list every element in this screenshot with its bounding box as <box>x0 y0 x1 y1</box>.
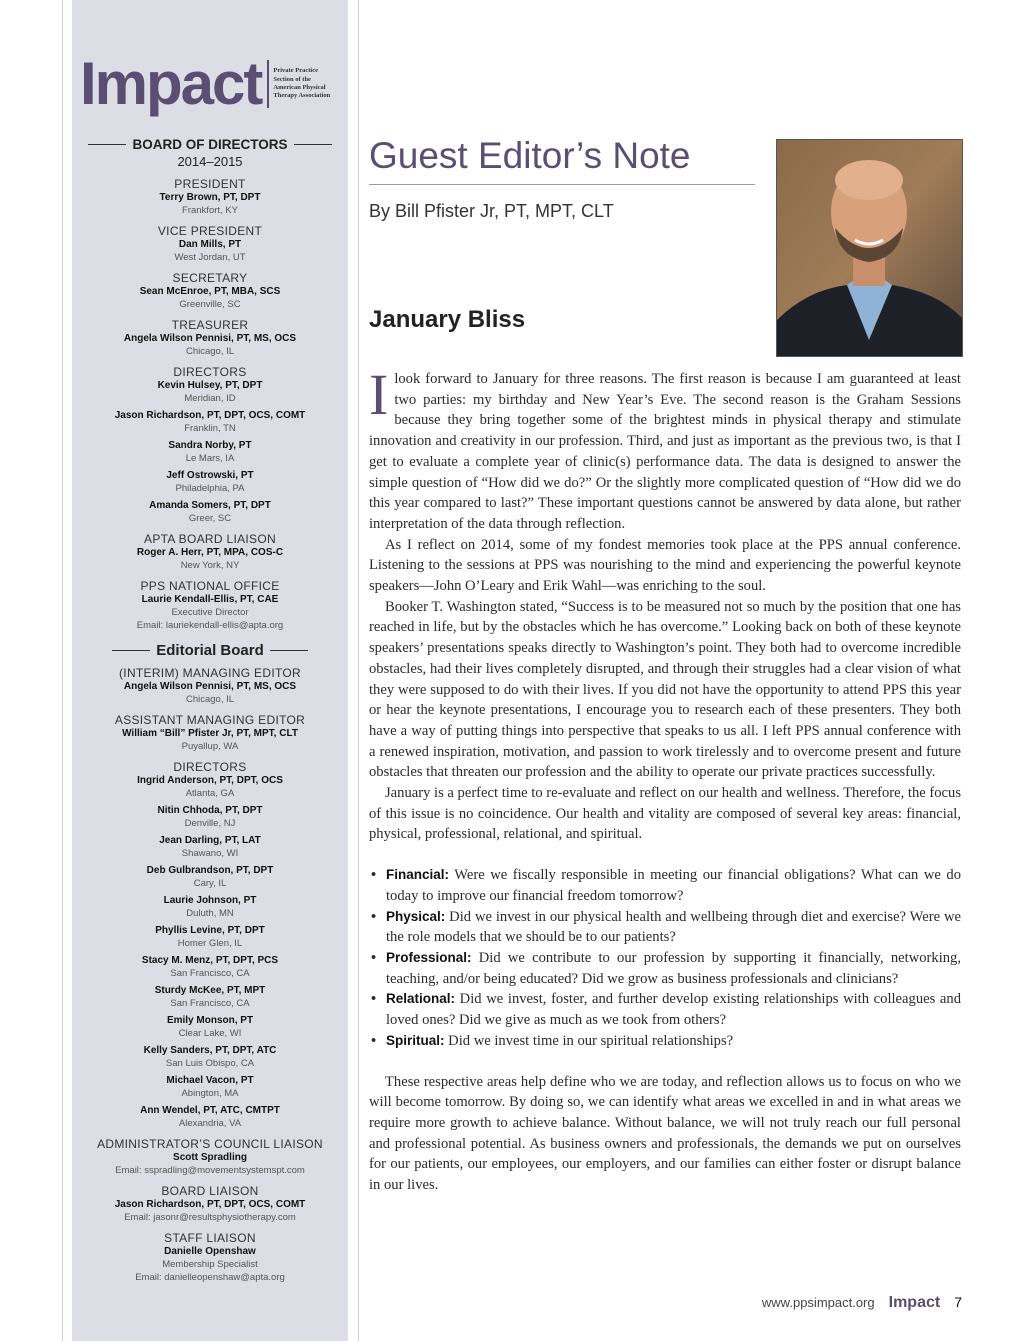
paragraph-text: look forward to January for three reasons. The first reason is because I am guaranteed at least two parties: my birthday and New Year’s Eve. The second reason is the Graham Sessions because they bring together some of the brightest minds in physical therapy and stimulate innovation and creativity in our profession. Third, and just as important as the previous two, is that I get to evaluate a complete year of clinic(s) performance data. The data is designed to answer the simple question of “How did we do?” Or the slightly more complicated question of “How did we do this year compared to last?” These important questions cannot be answered by data alone, but rather interpretation of the data through reflection. <box>369 371 961 532</box>
masthead-group <box>72 579 348 632</box>
person-name: Danielle Openshaw <box>164 1246 256 1257</box>
board-heading-text: BOARD OF DIRECTORS <box>132 137 288 152</box>
person-name: Laurie Kendall-Ellis, PT, CAE <box>141 594 279 605</box>
list-item-text: Did we invest time in our spiritual relationships? <box>444 1032 734 1049</box>
person-name: Angela Wilson Pennisi, PT, MS, OCS <box>123 333 297 344</box>
masthead-person <box>72 409 348 435</box>
page-footer <box>700 1294 962 1312</box>
logo-tagline-line: Private Practice <box>273 67 318 75</box>
masthead-group <box>72 713 348 753</box>
person-name: Dan Mills, PT <box>178 239 242 250</box>
page-number: 7 <box>954 1294 962 1310</box>
masthead-person <box>72 924 348 950</box>
list-item <box>369 907 961 948</box>
column-divider <box>358 0 359 1341</box>
role-title: VICE PRESIDENT <box>157 224 263 238</box>
person-name: Kelly Sanders, PT, DPT, ATC <box>143 1045 277 1056</box>
person-name: Scott Spradling <box>173 1152 247 1163</box>
masthead-person <box>72 332 348 358</box>
person-name: Stacy M. Menz, PT, DPT, PCS <box>141 955 279 966</box>
impact-logo <box>80 52 343 116</box>
editorial-heading <box>72 642 348 659</box>
person-detail: Meridian, ID <box>184 393 236 404</box>
person-detail: Philadelphia, PA <box>175 483 245 494</box>
masthead-group <box>72 666 348 706</box>
logo-tagline-line: Section of the <box>273 75 311 83</box>
role-title: PPS NATIONAL OFFICE <box>140 579 280 593</box>
person-name: Deb Gulbrandson, PT, DPT <box>146 865 274 876</box>
role-title: BOARD LIAISON <box>161 1184 259 1198</box>
article-paragraph: As I reflect on 2014, some of my fondest memories took place at the PPS annual conference. Listening to the sessions at PPS was nourishing to the mind and experiencing the powerful keynote speakers—John O’Leary and Erik Wahl—was enriching to the soul. <box>369 536 961 595</box>
masthead-person <box>72 864 348 890</box>
role-title: DIRECTORS <box>173 760 247 774</box>
masthead-person <box>72 804 348 830</box>
article-title: Guest Editor’s Note <box>369 135 691 176</box>
person-detail: Executive Director <box>171 607 249 618</box>
person-detail: Greenville, SC <box>179 299 241 310</box>
person-detail: San Francisco, CA <box>170 998 250 1009</box>
person-name: Emily Monson, PT <box>166 1015 254 1026</box>
person-detail: Greer, SC <box>188 513 232 524</box>
person-detail: Le Mars, IA <box>185 453 235 464</box>
masthead-person <box>72 727 348 753</box>
person-detail: Chicago, IL <box>185 346 235 357</box>
person-detail: Franklin, TN <box>184 423 236 434</box>
role-title: ASSISTANT MANAGING EDITOR <box>114 713 306 727</box>
masthead-person <box>72 1074 348 1100</box>
article-body <box>369 362 961 1196</box>
role-title: (INTERIM) MANAGING EDITOR <box>119 666 301 680</box>
masthead-person <box>72 1104 348 1130</box>
masthead-person <box>72 238 348 264</box>
masthead-person <box>72 894 348 920</box>
masthead-person <box>72 593 348 632</box>
masthead-person <box>72 954 348 980</box>
role-title: ADMINISTRATOR’S COUNCIL LIAISON <box>97 1137 323 1151</box>
board-groups <box>72 177 348 632</box>
masthead-person <box>72 1044 348 1070</box>
logo-divider <box>267 60 269 108</box>
masthead-group <box>72 1231 348 1284</box>
masthead-group <box>72 1184 348 1224</box>
person-detail: Email: sspradling@movementsystemspt.com <box>115 1165 305 1176</box>
masthead-person <box>72 774 348 800</box>
masthead-group <box>72 760 348 1130</box>
masthead-person <box>72 285 348 311</box>
person-detail: Puyallup, WA <box>181 741 239 752</box>
person-name: Nitin Chhoda, PT, DPT <box>157 805 263 816</box>
list-item-text: Did we contribute to our profession by supporting it financially, networking, teaching, and/or being educated? Did we grow as business professionals and clinicians? <box>386 949 961 987</box>
person-detail: Denville, NJ <box>184 818 236 829</box>
person-name: Laurie Johnson, PT <box>163 895 257 906</box>
person-name: Michael Vacon, PT <box>166 1075 254 1086</box>
left-margin-rule <box>62 0 63 1341</box>
role-title: DIRECTORS <box>173 365 247 379</box>
person-detail: Abington, MA <box>181 1088 239 1099</box>
list-item-label: Spiritual: <box>386 1032 445 1048</box>
person-name: Sandra Norby, PT <box>168 440 252 451</box>
masthead-group <box>72 532 348 572</box>
role-title: TREASURER <box>171 318 249 332</box>
masthead-person <box>72 984 348 1010</box>
list-item-label: Professional: <box>386 949 472 965</box>
person-name: Sean McEnroe, PT, MBA, SCS <box>139 286 281 297</box>
role-title: PRESIDENT <box>174 177 246 191</box>
article-subhead: January Bliss <box>369 306 526 333</box>
board-heading <box>72 136 348 153</box>
role-title: SECRETARY <box>172 271 248 285</box>
person-email[interactable]: Email: lauriekendall-ellis@apta.org <box>136 620 284 631</box>
list-item <box>369 1031 961 1052</box>
masthead-person <box>72 546 348 572</box>
person-name: Jason Richardson, PT, DPT, OCS, COMT <box>114 410 306 421</box>
person-name: William “Bill” Pfister Jr, PT, MPT, CLT <box>122 728 298 739</box>
editorial-heading-text: Editorial Board <box>156 642 264 659</box>
person-detail: New York, NY <box>180 560 240 571</box>
drop-cap: I <box>369 362 389 427</box>
person-name: Ann Wendel, PT, ATC, CMTPT <box>140 1105 280 1116</box>
person-name: Jeff Ostrowski, PT <box>166 470 254 481</box>
logo-wordmark: Impact <box>80 50 262 117</box>
masthead-person <box>72 1245 348 1284</box>
logo-tagline-line: Therapy Association <box>273 92 331 100</box>
footer-brand: Impact <box>888 1294 941 1311</box>
author-photo <box>776 139 963 357</box>
person-name: Ingrid Anderson, PT, DPT, OCS <box>137 775 283 786</box>
masthead-group <box>72 365 348 525</box>
article-paragraph: These respective areas help define who we are today, and reflection allows us to focus on who we will become tomorrow. By doing so, we can identify what areas we excelled in and in what areas we require more growth to achieve balance. Without balance, we will not truly reach our full personal and professional potential. As business owners and professionals, the demands we put on ourselves for our patients, our employees, our employers, and our families can either foster or disrupt balance in our lives. <box>369 1073 961 1194</box>
title-rule <box>369 184 755 185</box>
person-detail: Shawano, WI <box>181 848 239 859</box>
masthead-group <box>72 271 348 311</box>
person-name: Angela Wilson Pennisi, PT, MS, OCS <box>123 681 297 692</box>
role-title: STAFF LIAISON <box>164 1231 256 1245</box>
footer-url[interactable]: www.ppsimpact.org <box>761 1295 875 1310</box>
person-name: Jason Richardson, PT, DPT, OCS, COMT <box>114 1199 306 1210</box>
masthead-group <box>72 224 348 264</box>
person-name: Phyllis Levine, PT, DPT <box>155 925 265 936</box>
list-item <box>369 865 961 906</box>
sidebar-masthead <box>72 136 348 1284</box>
person-email[interactable]: Email: danielleopenshaw@apta.org <box>135 1272 285 1283</box>
person-detail: Duluth, MN <box>186 908 234 919</box>
masthead-person <box>72 680 348 706</box>
masthead-person <box>72 834 348 860</box>
person-name: Roger A. Herr, PT, MPA, COS-C <box>136 547 284 558</box>
list-item <box>369 948 961 989</box>
role-title: APTA BOARD LIAISON <box>144 532 276 546</box>
article-paragraph: January is a perfect time to re-evaluate and reflect on our health and wellness. Therefore, the focus of this issue is no coincidence. Our health and vitality are composed of several key areas: financial, physical, professional, relational, and spiritual. <box>369 785 961 843</box>
masthead-person <box>72 499 348 525</box>
list-item-text: Did we invest, foster, and further develop existing relationships with colleagues and loved ones? Did we give as much as we took from others? <box>386 991 961 1029</box>
masthead-person <box>72 439 348 465</box>
list-item-label: Financial: <box>386 867 450 883</box>
list-item-text: Did we invest in our physical health and wellbeing through diet and exercise? Were we the role models that we should be to our patients? <box>386 908 961 946</box>
person-detail: San Luis Obispo, CA <box>165 1058 255 1069</box>
masthead-group <box>72 177 348 217</box>
person-name: Kevin Hulsey, PT, DPT <box>157 380 263 391</box>
person-detail: Atlanta, GA <box>185 788 235 799</box>
article-byline: By Bill Pfister Jr, PT, MPT, CLT <box>369 201 614 221</box>
person-detail: Alexandria, VA <box>178 1118 242 1129</box>
person-detail: Homer Glen, IL <box>177 938 243 949</box>
person-detail: Cary, IL <box>193 878 227 889</box>
masthead-person <box>72 469 348 495</box>
masthead-group <box>72 318 348 358</box>
logo-tagline-line: American Physical <box>273 84 326 91</box>
person-detail: Email: jasonr@resultsphysiotherapy.com <box>124 1212 296 1223</box>
article-paragraph: Booker T. Washington stated, “Success is to be measured not so much by the position that one has reached in life, but by the obstacles which he has overcome.” Looking back on both of these keynote speakers’ presentations speaks directly to Washington’s point. They both had to overcome incredible obstacles, had their lives completely disrupted, and through their struggles had a clear vision of what they were supposed to do with their lives. If you did not have the opportunity to attend PPS this year or hear the keynote presentations, I encourage you to research each of these presenters. They both have a way of putting things into perspective that speaks to us all. I left PPS annual conference with a renewed inspiration, motivation, and passion to work tirelessly and to overcome present and future obstacles that threaten our profession and the ability to operate our private practices successfully. <box>369 598 961 781</box>
person-name: Terry Brown, PT, DPT <box>159 192 261 203</box>
masthead-group <box>72 1137 348 1177</box>
logo-tagline <box>273 67 343 100</box>
masthead-person <box>72 1198 348 1224</box>
wellness-list <box>369 865 961 1051</box>
list-item-label: Physical: <box>386 908 446 924</box>
list-item <box>369 989 961 1030</box>
board-years: 2014–2015 <box>177 154 243 169</box>
masthead-person <box>72 1151 348 1177</box>
person-detail: Chicago, IL <box>185 694 235 705</box>
list-item-label: Relational: <box>386 991 456 1007</box>
person-detail: West Jordan, UT <box>174 252 246 263</box>
person-detail: Frankfort, KY <box>182 205 238 216</box>
person-detail: Clear Lake, WI <box>178 1028 242 1039</box>
person-name: Jean Darling, PT, LAT <box>159 835 261 846</box>
person-detail: San Francisco, CA <box>170 968 250 979</box>
editorial-groups <box>72 666 348 1284</box>
person-name: Sturdy McKee, PT, MPT <box>154 985 266 996</box>
article-paragraph <box>369 362 961 535</box>
person-name: Amanda Somers, PT, DPT <box>149 500 271 511</box>
list-item-text: Were we fiscally responsible in meeting our financial obligations? What can we do today to improve our financial freedom tomorrow? <box>386 867 961 904</box>
person-detail: Membership Specialist <box>162 1259 258 1270</box>
masthead-person <box>72 191 348 217</box>
masthead-person <box>72 1014 348 1040</box>
masthead-person <box>72 379 348 405</box>
